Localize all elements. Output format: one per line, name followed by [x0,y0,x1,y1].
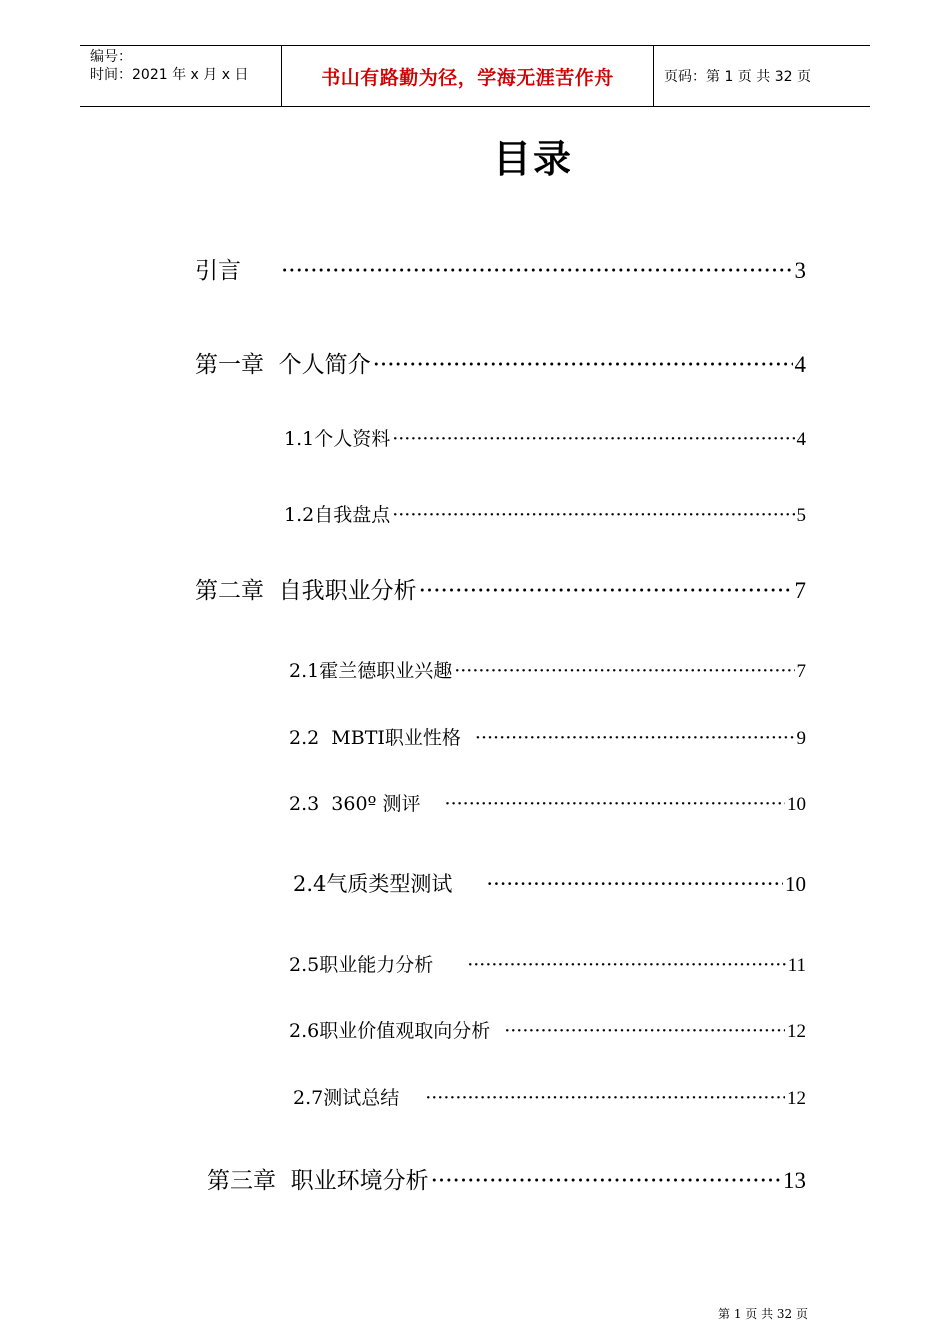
toc-leader-dots [425,1087,785,1109]
toc-entry-2-1[interactable] [289,656,806,683]
toc-entry-page: 10 [787,794,806,815]
toc-entry-label: 引言 [195,258,241,284]
toc-entry-chapter-3[interactable] [207,1162,806,1195]
toc-leader-dots [504,1020,785,1042]
toc-entry-page: 10 [785,872,806,896]
toc-leader-dots [392,428,794,450]
toc-entry-page: 5 [796,505,806,526]
toc-entry-2-2[interactable] [289,723,806,750]
toc-leader-dots [475,727,795,749]
header-number-label: 编号： [90,49,132,65]
toc-entry-page: 3 [794,258,806,283]
toc-entry-chapter-2[interactable] [195,572,806,605]
toc-leader-dots [486,872,783,896]
toc-leader-dots [454,660,794,682]
toc-leader-dots [373,352,793,378]
toc-entry-2-3[interactable] [289,789,806,816]
toc-entry-page: 11 [787,955,806,976]
toc-leader-dots [419,578,793,604]
toc-leader-dots [431,1168,781,1194]
header-motto: 书山有路勤为径，学海无涯苦作舟 [282,46,654,106]
toc-entry-label: 1.1个人资料 [284,428,391,450]
toc-leader-dots [445,793,785,815]
toc-entry-page: 12 [787,1088,806,1109]
toc-entry-1-1[interactable] [284,424,806,451]
toc-entry-2-7[interactable] [293,1083,806,1110]
toc-entry-intro[interactable] [195,252,806,285]
toc-entry-label: 2.6职业价值观取向分析 [289,1020,491,1042]
toc-entry-2-6[interactable] [289,1016,806,1043]
toc-entry-label: 2.7测试总结 [293,1087,400,1109]
toc-entry-chapter-1[interactable] [195,346,806,379]
toc-entry-1-2[interactable] [284,500,806,527]
toc-entry-page: 13 [783,1168,806,1193]
header-time-label: 时间：2021 年 x 月 x 日 [90,67,249,83]
toc-leader-dots [392,504,794,526]
toc-entry-label: 1.2自我盘点 [284,504,391,526]
header-meta [80,46,282,106]
toc-entry-page: 9 [796,728,806,749]
toc-entry-label: 2.1霍兰德职业兴趣 [289,660,453,682]
toc-leader-dots [281,258,793,284]
toc-entry-page: 7 [794,578,806,603]
toc-entry-2-5[interactable] [289,950,806,977]
toc-entry-page: 4 [796,429,806,450]
header-page-info: 页码：第 1 页 共 32 页 [664,69,811,85]
toc-leader-dots [467,954,785,976]
page-footer: 第 1 页 共 32 页 [718,1307,808,1321]
toc-entry-label: 2.2 MBTI职业性格 [289,727,461,749]
toc-entry-label: 2.4气质类型测试 [293,872,453,896]
toc-title: 目录 [492,137,573,181]
toc-entry-page: 4 [794,352,806,377]
toc-entry-label: 第二章 自我职业分析 [195,578,417,604]
page-header [80,45,870,107]
toc-entry-2-4[interactable] [293,868,806,898]
toc-entry-label: 第三章 职业环境分析 [207,1168,429,1194]
toc-entry-label: 2.5职业能力分析 [289,954,434,976]
toc-entry-label: 第一章 个人简介 [195,352,371,378]
toc-entry-page: 7 [796,661,806,682]
toc-entry-page: 12 [787,1021,806,1042]
toc-entry-label: 2.3 360º 测评 [289,793,421,815]
